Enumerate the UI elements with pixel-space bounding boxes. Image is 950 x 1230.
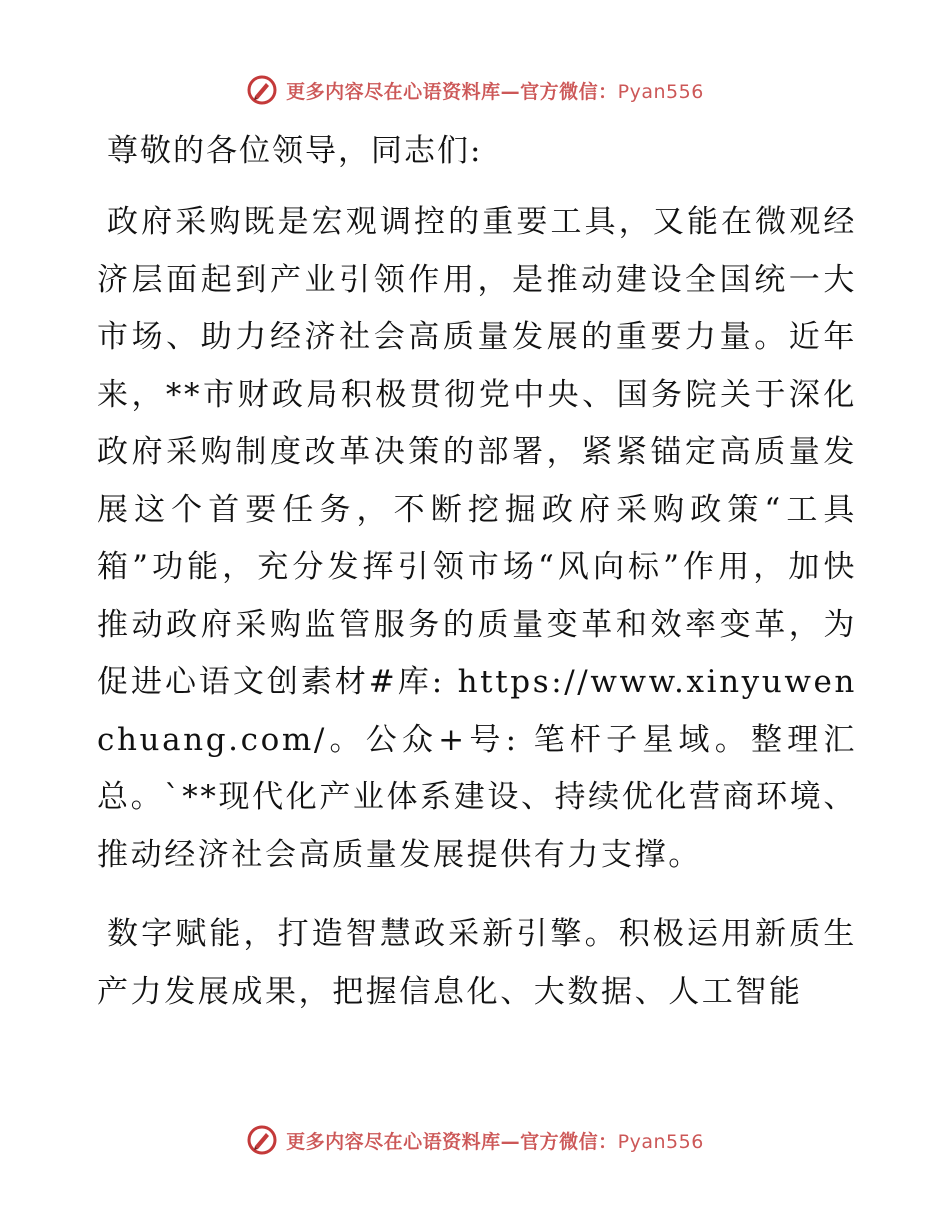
watermark-text: 更多内容尽在心语资料库—官方微信：Pyan556 bbox=[286, 80, 704, 103]
salutation: 尊敬的各位领导，同志们: bbox=[107, 133, 483, 169]
header-watermark-banner bbox=[0, 70, 950, 110]
wechat-id: Pyan556 bbox=[617, 80, 704, 103]
document-body bbox=[97, 122, 857, 1043]
paragraph-2: 数字赋能，打造智慧政采新引擎。积极运用新质生产力发展成果，把握信息化、大数据、人工智能 bbox=[97, 916, 857, 1010]
paragraph-1: 政府采购既是宏观调控的重要工具，又能在微观经济层面起到产业引领作用，是推动建设全国统一大市场、助力经济社会高质量发展的重要力量。近年来，**市财政局积极贯彻党中央、国务院关于深化政府采购制度改革决策的部署，紧紧锚定高质量发展这个首要任务，不断挖掘政府采购政策“工具箱”功能，充分发挥引领市场“风向标”作用，加快推动政府采购监管服务的质量变革和效率变革，为促进心语文创素材#库: https://www.xinyuwenchuang.com/。公众+号: 笔杆子星域。整理汇总。`**现代化产业体系建设、持续优化营商环境、推动经济社会高质量发展提供有力支撑。 bbox=[97, 204, 857, 873]
footer-watermark-banner bbox=[0, 1120, 950, 1160]
wechat-id: Pyan556 bbox=[617, 1130, 704, 1153]
watermark-text: 更多内容尽在心语资料库—官方微信：Pyan556 bbox=[286, 1130, 704, 1153]
red-circle-pen-logo-icon bbox=[246, 74, 278, 106]
red-circle-pen-logo-icon bbox=[246, 1124, 278, 1156]
